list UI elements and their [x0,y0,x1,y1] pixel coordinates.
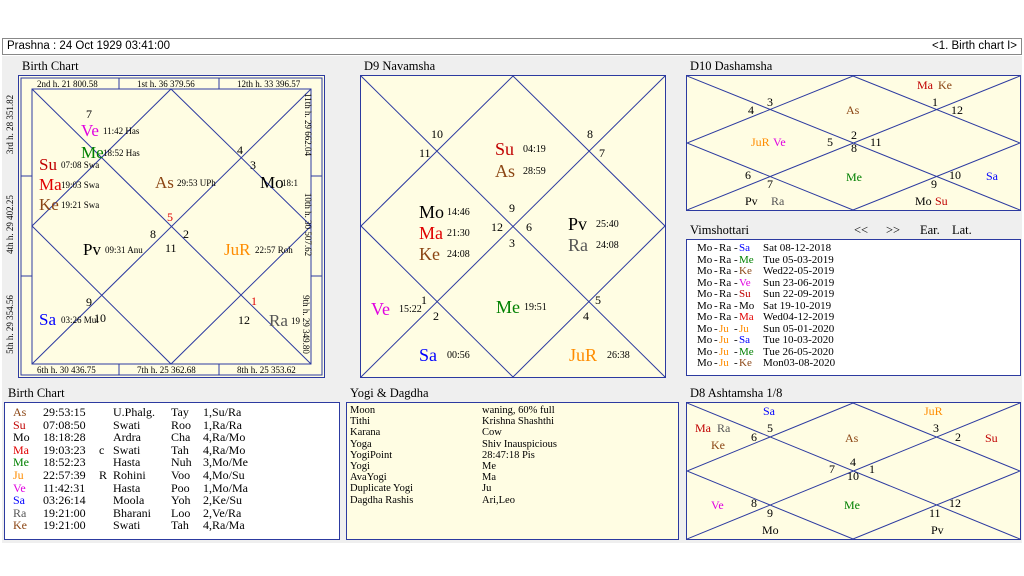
planet-syllable: Cha [171,430,191,445]
yogi-key: Dagdha Rashis [350,494,414,506]
nav-planet-ra-degree: 24:08 [596,240,619,251]
d10-planet-mo: Mo [915,194,932,208]
dasha-pratyantar: Sa [739,242,750,254]
d8-planet-me: Me [844,498,860,512]
yogi-key: Duplicate Yogi [350,483,413,495]
dasha-antar: Ju [719,322,729,335]
dasha-separator: - [734,288,738,300]
planet-lord: 4,Ra/Mo [203,430,246,445]
dasha-separator: - [714,288,718,300]
planet-degree: 22:57:39 [43,468,86,482]
navamsha-chart[interactable] [360,75,666,378]
dasha-prev-button[interactable]: << [854,223,869,237]
planet-su-degree: 07:08 Swa [61,160,100,170]
house-6-label: 6th h. 30 436.75 [37,365,96,375]
planet-nakshatra: Hasta [113,480,141,495]
dashamsha-chart[interactable] [686,75,1021,211]
dasha-date: Sat 08-12-2018 [763,242,832,254]
nav-planet-pv-degree: 25:40 [596,219,619,230]
nav-planet-ke: Ke [419,244,440,264]
d10-planet-ra: Ra [771,194,785,208]
yogi-key: Yoga [350,438,372,450]
house-7-label: 7th h. 25 362.68 [137,365,196,375]
planet-mo: Mo [260,173,284,192]
d10-planet-ke: Ke [938,78,952,92]
house-number: 11 [165,241,177,255]
planet-syllable: Tah [171,442,189,457]
planet-retro: c [99,442,105,457]
planet-me: Me [81,143,104,162]
d8-planet-mo: Mo [762,523,779,537]
d8-planet-ra: Ra [717,421,731,435]
planet-degree: 03:26:14 [43,493,86,508]
planet-pv: Pv [83,240,101,259]
dasha-maha: Mo [697,265,713,277]
house-10-label: 10th h. 30 507.62 [303,192,314,257]
d10-house-number: 10 [949,168,961,182]
nav-planet-ma-degree: 21:30 [447,228,470,239]
title-bar [2,38,1022,55]
d8-house-number: 1 [869,462,875,476]
d10-planet-me: Me [846,170,862,184]
yogi-value: waning, 60% full [482,405,555,416]
dasha-maha: Mo [697,299,713,312]
dasha-separator: - [714,345,718,358]
dasha-separator: - [714,311,718,323]
planet-as-degree: 29:53 UPh [177,178,216,188]
dasha-maha: Mo [697,357,713,369]
planet-jur: JuR [224,240,251,259]
d10-house-number: 7 [767,177,773,191]
d8-house-number: 12 [949,496,961,510]
dasha-pratyantar: Ke [739,265,752,277]
dasha-antar: Ra [719,253,732,266]
planet-lord: 4,Ra/Mo [203,442,246,457]
dasha-date: Sun 22-09-2019 [763,288,835,300]
nav-planet-ra: Ra [568,235,588,255]
house-2-label: 2nd h. 21 800.58 [37,79,98,89]
planet-me-degree: 18:52 Has [103,148,140,158]
nav-house-number: 8 [587,127,593,141]
dasha-separator: - [714,253,718,266]
planet-ve: Ve [81,121,99,140]
planet-degree: 18:18:28 [43,430,86,445]
dasha-date: Mon03-08-2020 [763,357,836,369]
d8-house-number: 4 [850,455,856,469]
house-number: 10 [94,311,106,325]
nav-planet-ke-degree: 24:08 [447,249,470,260]
earlier-button[interactable]: Ear. [920,223,940,237]
d10-house-number: 6 [745,168,751,182]
house-12-label: 12th h. 33 396.57 [237,79,301,89]
dasha-antar: Ju [719,334,729,346]
planet-lord: 2,Ke/Su [203,493,242,508]
nav-planet-sa-degree: 00:56 [447,350,470,361]
planet-nakshatra: Rohini [113,468,146,482]
d10-house-number: 2 [851,128,857,142]
house-1-label: 1st h. 36 379.56 [137,79,195,89]
planet-mo-degree: 18:1 [282,178,299,188]
dasha-pratyantar: Mo [739,299,755,312]
d10-planet-sa: Sa [986,169,998,183]
planet-syllable: Roo [171,417,192,432]
planet-nakshatra: Swati [113,442,141,457]
dasha-date: Tue 10-03-2020 [763,334,834,346]
yogi-value: Shiv Inauspicious [482,438,557,450]
house-number: 2 [183,227,189,241]
planet-degree: 29:53:15 [43,405,86,419]
nav-planet-su: Su [495,139,515,159]
d10-house-number: 1 [932,95,938,109]
nav-planet-sa: Sa [419,345,437,365]
nav-house-number: 12 [491,220,503,234]
house-number: 4 [237,143,243,157]
d8-house-number: 5 [767,421,773,435]
planet-degree: 19:21:00 [43,518,86,533]
house-9-label: 9th h. 29 349.80 [300,295,311,354]
house-number: 5 [167,210,173,224]
yogi-key: Karana [350,427,381,439]
planet-degree: 18:52:23 [43,455,86,470]
planet-lord: 1,Mo/Ma [203,480,248,495]
planet-lord: 1,Su/Ra [203,405,242,419]
yogi-key: AvaYogi [350,472,387,484]
dasha-maha: Mo [697,288,713,300]
yogi-key: Tithi [350,416,371,428]
dasha-maha: Mo [697,345,713,358]
planet-ma-degree: 19:03 Swa [61,180,100,190]
dasha-separator: - [734,242,738,254]
dasha-pratyantar: Me [739,345,754,358]
nav-planet-as: As [495,161,516,181]
planet-lord: 3,Mo/Me [203,455,248,470]
dasha-pratyantar: Ve [739,276,751,289]
d10-house-number: 9 [931,177,937,191]
planet-nakshatra: Moola [113,493,145,508]
nav-planet-jur-degree: 26:38 [607,350,630,361]
house-number: 8 [150,227,156,241]
yogi-title: Yogi & Dagdha [350,386,429,400]
planet-syllable: Nuh [171,455,192,470]
d8-house-number: 9 [767,506,773,520]
planet-nakshatra: Hasta [113,455,141,470]
house-number: 1 [251,294,257,308]
planet-ra: Ra [269,311,288,330]
d8-house-number: 11 [929,506,941,520]
planet-nakshatra: Swati [113,417,141,432]
planet-name: Ve [13,480,26,495]
d8-house-number: 2 [955,430,961,444]
planet-lord: 1,Ra/Ra [203,417,242,432]
planet-lord: 2,Ve/Ra [203,505,242,520]
dasha-pratyantar: Su [739,288,751,300]
nav-planet-me: Me [496,297,520,317]
house-number: 9 [86,295,92,309]
planet-syllable: Yoh [171,493,191,508]
nav-house-number: 6 [526,220,532,234]
d10-house-number: 8 [851,141,857,155]
main-area [2,56,1022,543]
d8-planet-ma: Ma [695,421,711,435]
dasha-antar: Ra [719,276,732,289]
nav-planet-me-degree: 19:51 [524,302,547,313]
d8-planet-sa: Sa [763,404,775,418]
prashna-header: Prashna : 24 Oct 1929 03:41:00 [7,40,171,52]
dasha-separator: - [714,265,718,277]
yogi-value: 28:47:18 Pis [482,449,535,461]
planet-name: As [13,405,27,419]
yogi-value: Ari,Leo [482,494,515,506]
planet-syllable: Poo [171,480,190,495]
dasha-separator: - [734,276,738,289]
dasha-antar: Ra [719,299,732,312]
ashtamsha-title: D8 Ashtamsha 1/8 [690,386,783,400]
navamsha-grid [361,76,665,377]
nav-planet-ma: Ma [419,223,443,243]
planet-table[interactable] [4,402,340,540]
d8-house-number: 6 [751,430,757,444]
birth-chart-grid [19,76,324,377]
nav-house-number: 11 [419,146,431,160]
dasha-pratyantar: Ju [739,322,749,335]
nav-planet-jur: JuR [569,345,598,365]
dasha-maha: Mo [697,276,713,289]
dasha-separator: - [734,253,738,266]
dasha-date: Sun 23-06-2019 [763,276,835,289]
planet-jur-degree: 22:57 Roh [255,245,293,255]
dasha-date: Sun 05-01-2020 [763,322,835,335]
dasha-antar: Ra [719,242,732,254]
planet-degree: 19:03:23 [43,442,86,457]
dasha-maha: Mo [697,334,713,346]
dasha-pratyantar: Sa [739,334,750,346]
house-8-label: 8th h. 25 353.62 [237,365,296,375]
dasha-separator: - [714,276,718,289]
nav-planet-mo: Mo [419,202,445,222]
dasha-date: Sat 19-10-2019 [763,299,832,312]
nav-house-number: 1 [421,293,427,307]
planet-name: Sa [13,493,25,508]
dasha-date: Wed04-12-2019 [763,311,835,323]
house-5-label: 5th h. 29 354.56 [4,295,15,354]
planet-nakshatra: Ardra [113,430,141,445]
dasha-separator: - [734,334,738,346]
planet-nakshatra: Swati [113,518,141,533]
planet-lord: 4,Mo/Su [203,468,245,482]
planet-table-title: Birth Chart [8,386,65,400]
yogi-value: Ma [482,472,496,484]
planet-name: Ju [13,468,24,482]
d8-house-number: 3 [933,421,939,435]
dashamsha-title: D10 Dashamsha [690,59,773,73]
nav-house-number: 2 [433,309,439,323]
yogi-key: Moon [350,405,376,416]
planet-ke: Ke [39,195,59,214]
planet-ma: Ma [39,175,62,194]
dasha-separator: - [714,299,718,312]
nav-house-number: 10 [431,127,443,141]
nav-planet-ve-degree: 15:22 [399,304,422,315]
planet-lord: 4,Ra/Ma [203,518,245,533]
planet-degree: 07:08:50 [43,417,86,432]
house-number: 12 [238,313,250,327]
dasha-next-button[interactable]: >> [886,223,901,237]
yogi-panel [346,402,679,540]
house-3-label: 3rd h. 28 351.82 [5,94,16,155]
vimshottari-list[interactable] [686,239,1021,376]
yogi-key: Yogi [350,461,370,472]
planet-name: Mo [13,430,30,445]
dasha-maha: Mo [697,311,713,323]
planet-name: Su [13,417,26,432]
planet-syllable: Loo [171,505,191,520]
planet-ra-degree: 19 [291,316,300,326]
d8-planet-jur: JuR [924,404,943,418]
nav-planet-ve: Ve [371,299,390,319]
dasha-antar: Ju [719,357,729,369]
d10-planet-as: As [846,103,860,117]
dasha-separator: - [714,322,718,335]
dasha-maha: Mo [697,322,713,335]
d8-house-number: 8 [751,496,757,510]
d10-house-number: 11 [870,135,882,149]
yogi-value: Me [482,461,496,472]
d8-planet-ve: Ve [711,498,724,512]
planet-retro: R [99,468,108,482]
navamsha-title: D9 Navamsha [364,59,436,73]
planet-ke-degree: 19:21 Swa [61,200,100,210]
planet-ve-degree: 11:42 Has [103,126,140,136]
d10-planet-ve: Ve [773,135,786,149]
dasha-antar: Ra [719,288,732,300]
d8-house-number: 10 [847,469,859,483]
planet-degree: 19:21:00 [43,505,86,520]
birth-chart-title: Birth Chart [22,59,79,73]
planet-sa-degree: 03:26 Mul [61,315,99,325]
dasha-separator: - [734,265,738,277]
dasha-date: Wed22-05-2019 [763,265,835,277]
nav-house-number: 9 [509,201,515,215]
planet-nakshatra: U.Phalg. [113,405,155,419]
planet-name: Ma [13,442,29,457]
d10-planet-su: Su [935,194,948,208]
planet-pv-degree: 09:31 Anu [105,245,143,255]
d10-planet-ma: Ma [917,78,933,92]
dasha-maha: Mo [697,253,713,266]
planet-name: Ke [13,518,27,533]
d10-house-number: 12 [951,103,963,117]
yogi-value: Krishna Shashthi [482,416,555,428]
house-number: 7 [86,107,92,121]
d8-planet-pv: Pv [931,523,944,537]
planet-syllable: Tah [171,518,189,533]
d10-planet-pv: Pv [745,194,758,208]
planet-syllable: Tay [171,405,189,419]
dasha-separator: - [714,334,718,346]
d10-planet-jur: JuR [751,135,770,149]
dasha-separator: - [714,357,718,369]
d8-planet-as: As [845,431,859,445]
ashtamsha-chart[interactable] [686,402,1021,540]
nav-house-number: 4 [583,309,589,323]
yogi-value: Cow [482,427,502,439]
planet-degree: 11:42:31 [43,480,86,495]
nav-house-number: 7 [599,146,605,160]
d8-planet-su: Su [985,431,998,445]
planet-name: Me [13,455,29,470]
nav-house-number: 5 [595,293,601,307]
nav-planet-pv: Pv [568,214,588,234]
dasha-date: Tue 05-03-2019 [763,253,834,266]
dasha-separator: - [734,322,738,335]
dasha-separator: - [734,299,738,312]
vimshottari-title: Vimshottari [690,223,749,237]
nav-planet-as-degree: 28:59 [523,166,546,177]
dasha-pratyantar: Ma [739,311,754,323]
dasha-separator: - [734,311,738,323]
yogi-key: YogiPoint [350,449,393,461]
later-button[interactable]: Lat. [952,223,972,237]
dasha-maha: Mo [697,242,713,254]
planet-sa: Sa [39,310,56,329]
nav-house-number: 3 [509,236,515,250]
chart-selector[interactable]: <1. Birth chart I> [931,40,1017,52]
d8-house-number: 7 [829,462,835,476]
dasha-antar: Ju [719,345,729,358]
nav-planet-mo-degree: 14:46 [447,207,470,218]
dasha-separator: - [734,345,738,358]
planet-as: As [155,173,174,192]
house-4-label: 4th h. 29 402.25 [4,195,15,254]
dasha-separator: - [714,242,718,254]
dasha-date: Tue 26-05-2020 [763,345,834,358]
birth-chart[interactable] [4,75,325,378]
house-11-label: 11th h. 29 662.04 [302,93,313,156]
planet-nakshatra: Bharani [113,505,151,520]
dasha-pratyantar: Ke [739,357,752,369]
d10-house-number: 3 [767,95,773,109]
house-number: 3 [250,158,256,172]
d10-house-number: 5 [827,135,833,149]
dasha-pratyantar: Me [739,253,754,266]
planet-su: Su [39,155,57,174]
d10-house-number: 4 [748,103,754,117]
planet-syllable: Voo [171,468,191,482]
nav-planet-su-degree: 04:19 [523,144,546,155]
d8-planet-ke: Ke [711,438,725,452]
dasha-antar: Ra [719,265,732,277]
dasha-separator: - [734,357,738,369]
dasha-antar: Ra [719,311,732,323]
planet-name: Ra [13,505,27,520]
yogi-value: Ju [482,483,492,495]
